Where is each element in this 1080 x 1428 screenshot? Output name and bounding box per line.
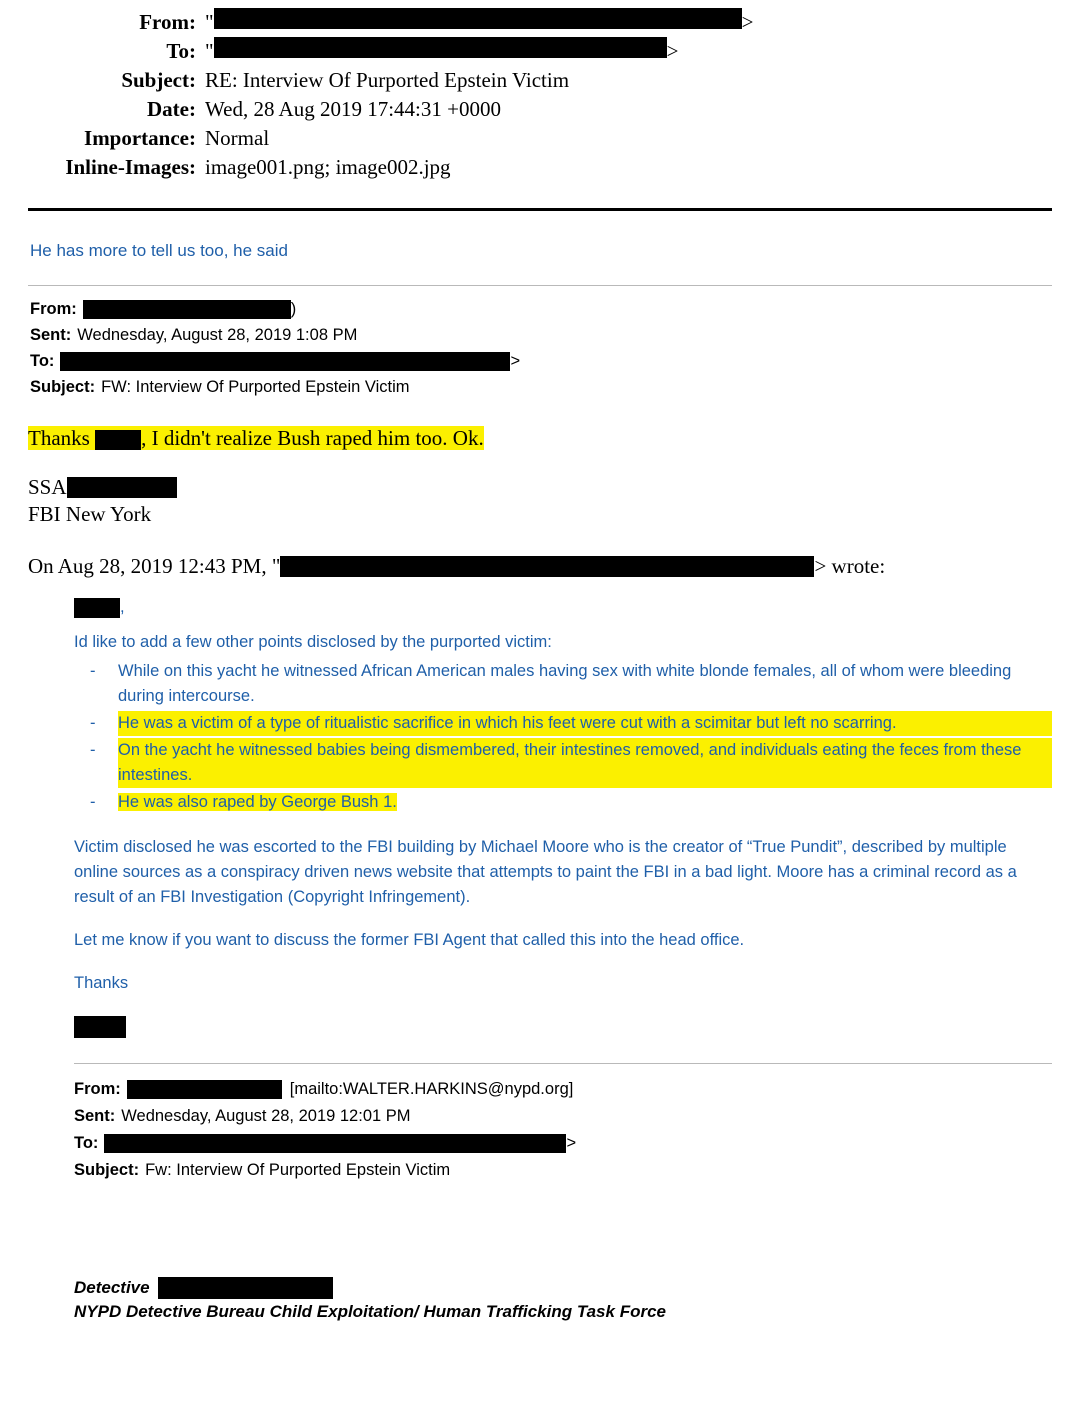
footer-signature <box>74 1276 1052 1324</box>
message-salutation <box>74 595 1052 620</box>
bullet-text: He was also raped by George Bush 1. <box>118 793 397 811</box>
header-value-importance: Normal <box>205 126 270 150</box>
header-divider <box>28 208 1052 211</box>
redaction-bar <box>95 430 141 450</box>
header-label-subject: Subject: <box>121 68 196 92</box>
quoted1-row-sent <box>30 322 1052 348</box>
quoted-header-1 <box>28 296 1052 400</box>
header-row-from <box>28 8 1052 37</box>
header-label-importance: Importance: <box>84 126 196 150</box>
quoted1-label-from: From: <box>30 300 77 318</box>
header-row-to <box>28 37 1052 66</box>
message-closing-redaction <box>74 1014 1052 1039</box>
salutation-comma: , <box>120 598 125 616</box>
footer-title-row <box>74 1276 1052 1300</box>
header-label-inline-images: Inline-Images: <box>65 155 196 179</box>
email-header-block <box>28 8 1052 182</box>
message-paragraph-4: Thanks <box>74 974 129 992</box>
quoted2-row-subject <box>74 1157 1052 1184</box>
header-value-subject: RE: Interview Of Purported Epstein Victim <box>205 68 570 92</box>
signature-block <box>28 474 1052 528</box>
bullet-dash: - <box>90 714 96 732</box>
redaction-bar <box>280 556 814 577</box>
quoted1-to-suffix: > <box>510 352 521 370</box>
header-value-to <box>205 37 1052 66</box>
redaction-bar <box>214 37 667 58</box>
quoted1-row-to <box>30 348 1052 374</box>
signature-line-2: FBI New York <box>28 502 152 526</box>
quoted2-label-sent: Sent: <box>74 1107 116 1125</box>
redaction-bar <box>104 1134 566 1153</box>
message-paragraph-2: Victim disclosed he was escorted to the FBI building by Michael Moore who is the creator of “True Pundit”, described by multiple online sources as a conspiracy driven news website that attempts to paint the FBI in a bad light. Moore has a criminal record as a result of an FBI Investigation (Copyright Infringement). <box>74 838 1017 906</box>
quoted2-mailto: [mailto:WALTER.HARKINS@nypd.org] <box>289 1080 574 1098</box>
message-paragraph-3: Let me know if you want to discuss the former FBI Agent that called this into the head office. <box>74 931 745 949</box>
header-label-date: Date: <box>147 97 196 121</box>
bullet-text: While on this yacht he witnessed African American males having sex with white blonde females, all of whom were bleeding during intercourse. <box>118 662 1012 705</box>
quoted1-value-sent: Wednesday, August 28, 2019 1:08 PM <box>77 326 358 344</box>
header-label-from: From: <box>139 10 196 34</box>
redaction-bar <box>127 1080 282 1099</box>
header-suffix: > <box>741 10 754 34</box>
redaction-bar <box>74 598 120 618</box>
reply-note: He has more to tell us too, he said <box>30 241 288 260</box>
list-item <box>74 659 1052 709</box>
quote-mark: " <box>205 39 214 63</box>
quoted2-label-from: From: <box>74 1080 121 1098</box>
quoted1-label-to: To: <box>30 352 55 370</box>
quoted2-row-sent <box>74 1103 1052 1130</box>
redaction-bar <box>214 8 742 29</box>
header-label-to: To: <box>166 39 196 63</box>
header-value-from <box>205 8 1052 37</box>
redaction-bar <box>158 1277 333 1299</box>
redaction-bar <box>67 477 177 498</box>
footer-title-label: Detective <box>74 1278 150 1297</box>
header-row-subject <box>28 66 1052 95</box>
redaction-bar <box>83 300 291 319</box>
quoted2-value-sent: Wednesday, August 28, 2019 12:01 PM <box>121 1107 411 1125</box>
quoted2-label-subject: Subject: <box>74 1161 140 1179</box>
quoted2-value-subject: Fw: Interview Of Purported Epstein Victim <box>145 1161 451 1179</box>
highlighted-reply-line <box>28 424 1052 452</box>
signature-ssa-label: SSA <box>28 475 67 499</box>
header-row-importance <box>28 124 1052 153</box>
header-value-date: Wed, 28 Aug 2019 17:44:31 +0000 <box>205 97 501 121</box>
message-bullet-list <box>74 659 1052 815</box>
list-item <box>74 790 1052 815</box>
header-row-date <box>28 95 1052 124</box>
quoted2-to-suffix: > <box>566 1134 577 1152</box>
highlight-text-part1: Thanks <box>28 426 96 450</box>
highlight-text-part2: , I didn't realize Bush raped him too. Ok. <box>141 426 484 450</box>
bullet-text: He was a victim of a type of ritualistic sacrifice in which his feet were cut with a scimitar but left no scarring. <box>118 711 1052 736</box>
header-value-inline-images: image001.png; image002.jpg <box>205 155 451 179</box>
signature-line-1 <box>28 474 1052 501</box>
quoted-message-body <box>74 595 1052 1039</box>
quoted1-label-subject: Subject: <box>30 378 96 396</box>
header-suffix: > <box>666 39 679 63</box>
quoted-divider-1 <box>28 285 1052 286</box>
quoted1-row-subject <box>30 374 1052 400</box>
on-wrote-suffix: > wrote: <box>814 554 886 578</box>
quoted1-row-from <box>30 296 1052 322</box>
quoted2-row-to <box>74 1130 1052 1157</box>
list-item <box>74 738 1052 788</box>
quoted-divider-2 <box>74 1063 1052 1064</box>
quoted1-value-subject: FW: Interview Of Purported Epstein Victim <box>101 378 410 396</box>
redaction-bar <box>74 1016 126 1038</box>
bullet-dash: - <box>90 741 96 759</box>
on-wrote-prefix: On Aug 28, 2019 12:43 PM, " <box>28 554 281 578</box>
highlight-span <box>28 426 484 450</box>
document-page <box>0 8 1080 1428</box>
bullet-dash: - <box>90 793 96 811</box>
quoted2-label-to: To: <box>74 1134 99 1152</box>
quoted1-from-suffix: ) <box>290 300 297 318</box>
quoted-header-2 <box>74 1076 1052 1184</box>
quote-mark: " <box>205 10 214 34</box>
footer-org: NYPD Detective Bureau Child Exploitation/ Human Trafficking Task Force <box>74 1302 666 1321</box>
quoted1-label-sent: Sent: <box>30 326 72 344</box>
on-wrote-line <box>28 554 1052 579</box>
bullet-text: On the yacht he witnessed babies being dismembered, their intestines removed, and individuals eating the feces from these intestines. <box>118 738 1052 788</box>
redaction-bar <box>60 352 510 371</box>
bullet-dash: - <box>90 662 96 680</box>
list-item <box>74 711 1052 736</box>
header-row-inline-images <box>28 153 1052 182</box>
message-intro: Id like to add a few other points disclosed by the purported victim: <box>74 633 552 651</box>
quoted2-row-from <box>74 1076 1052 1103</box>
